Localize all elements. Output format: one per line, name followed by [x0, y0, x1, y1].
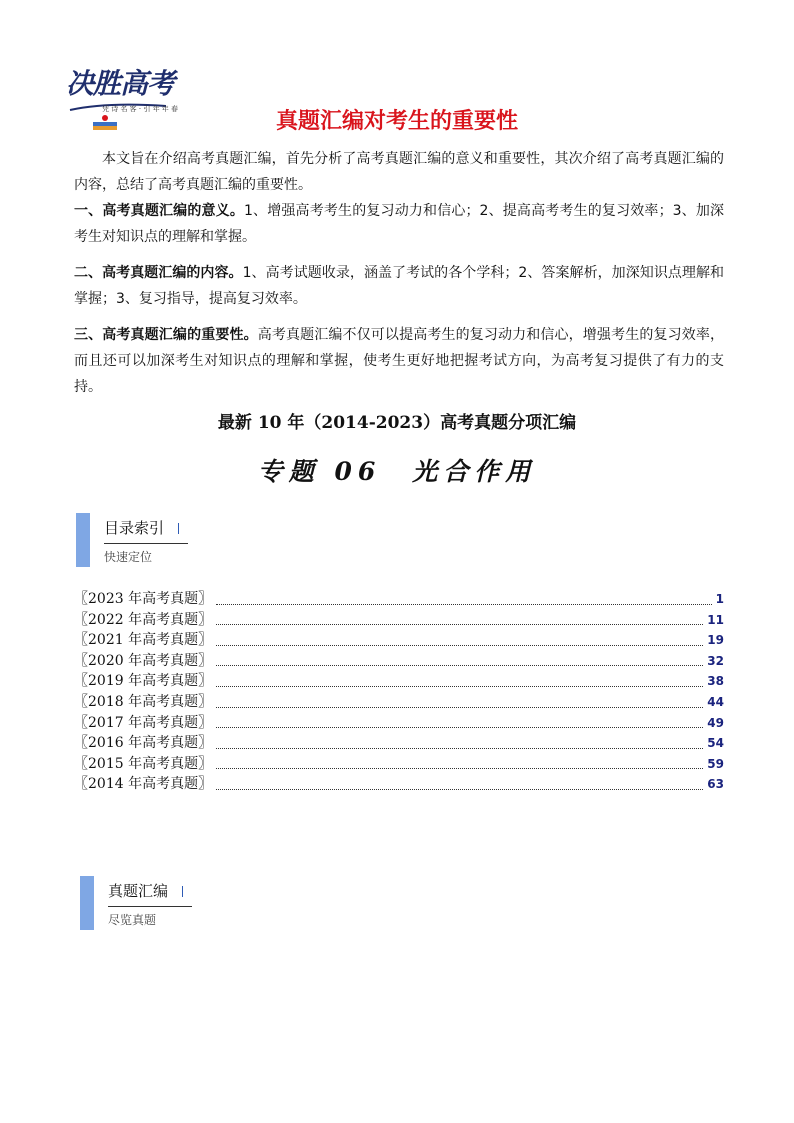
toc-leader: [216, 706, 703, 708]
point-1-body: 1、增强高考考生的复习动力和信心；2、提高高考考生的复习效率；3、加深考生对知识点的理解和掌握。: [74, 203, 724, 245]
section-underline: [104, 543, 188, 544]
toc-page-number: 44: [707, 694, 724, 709]
toc-entry-2018[interactable]: [74, 691, 724, 712]
point-3-body: 高考真题汇编不仅可以提高考生的复习动力和信心，增强考生的复习效率，而且还可以加深考生对知识点的理解和掌握，使考生更好地把握考试方向，为高考复习提供了有力的支持。: [74, 327, 724, 395]
toc-page-number: 1: [715, 592, 724, 606]
body-section-subtitle: 尽览真题: [108, 913, 157, 927]
toc-label: 〖2023 年高考真题〗: [74, 591, 213, 607]
toc-page-number: 32: [707, 653, 724, 668]
toc-label: 〖2022 年高考真题〗: [74, 611, 213, 628]
section-underline: [108, 906, 192, 907]
toc-entry-2020[interactable]: [74, 650, 724, 671]
toc-entry-2022[interactable]: [74, 609, 724, 630]
point-2-head: 二、高考真题汇编的内容。: [74, 265, 243, 281]
toc-page-number: 19: [707, 633, 724, 648]
toc-page-number: 38: [707, 674, 724, 689]
toc-entry-2023[interactable]: [74, 588, 724, 609]
toc-entry-2017[interactable]: [74, 712, 724, 733]
section-accent-bar: [76, 513, 90, 567]
toc-leader: [216, 685, 703, 687]
toc-page-number: 63: [707, 777, 724, 792]
intro-paragraph: 本文旨在介绍高考真题汇编，首先分析了高考真题汇编的意义和重要性，其次介绍了高考真题汇编的内容，总结了高考真题汇编的重要性。: [74, 151, 724, 193]
toc-leader: [216, 644, 703, 646]
toc-leader: [216, 603, 712, 605]
table-of-contents: [74, 588, 724, 794]
point-3: [74, 322, 724, 400]
point-1: [74, 198, 724, 250]
toc-section-title: 目录索引: [104, 517, 179, 538]
toc-entry-2015[interactable]: [74, 753, 724, 774]
logo-text: 决胜高考: [66, 67, 175, 100]
toc-label: 〖2020 年高考真题〗: [74, 652, 213, 669]
toc-label: 〖2017 年高考真题〗: [74, 714, 213, 731]
toc-leader: [216, 788, 703, 790]
toc-page-number: 54: [707, 736, 724, 751]
point-3-head: 三、高考真题汇编的重要性。: [74, 327, 258, 343]
toc-leader: [216, 623, 703, 625]
point-2-body: 1、高考试题收录，涵盖了考试的各个学科；2、答案解析，加深知识点理解和掌握；3、复习指导，提高复习效率。: [74, 265, 725, 307]
logo-subtext: 凭 诗 名 客 · 引 年 年 春: [102, 105, 179, 113]
toc-label: 〖2019 年高考真题〗: [74, 673, 213, 690]
toc-entry-2016[interactable]: [74, 732, 724, 753]
toc-label: 〖2018 年高考真题〗: [74, 693, 213, 710]
point-1-head: 一、高考真题汇编的意义。: [74, 203, 244, 219]
toc-leader: [216, 767, 703, 769]
toc-label: 〖2014 年高考真题〗: [74, 776, 213, 793]
toc-leader: [216, 726, 703, 728]
body-section-title: 真题汇编: [108, 880, 183, 901]
toc-label: 〖2015 年高考真题〗: [74, 755, 213, 772]
point-2: [74, 260, 724, 312]
toc-entry-2019[interactable]: [74, 670, 724, 691]
toc-leader: [216, 747, 703, 749]
toc-entry-2021[interactable]: [74, 629, 724, 650]
toc-leader: [216, 664, 703, 666]
toc-page-number: 11: [707, 612, 724, 627]
main-title: 真题汇编对考生的重要性: [275, 109, 518, 134]
toc-page-number: 59: [707, 756, 724, 771]
toc-label: 〖2016 年高考真题〗: [74, 735, 213, 752]
toc-section-subtitle: 快速定位: [104, 550, 153, 564]
section-accent-bar: [80, 876, 94, 930]
toc-page-number: 49: [707, 715, 724, 730]
collection-subtitle: 最新 10 年（2014-2023）高考真题分项汇编: [217, 413, 577, 433]
toc-label: 〖2021 年高考真题〗: [74, 632, 213, 649]
topic-title: 专题 06 光合作用: [257, 457, 537, 486]
toc-entry-2014[interactable]: [74, 773, 724, 794]
